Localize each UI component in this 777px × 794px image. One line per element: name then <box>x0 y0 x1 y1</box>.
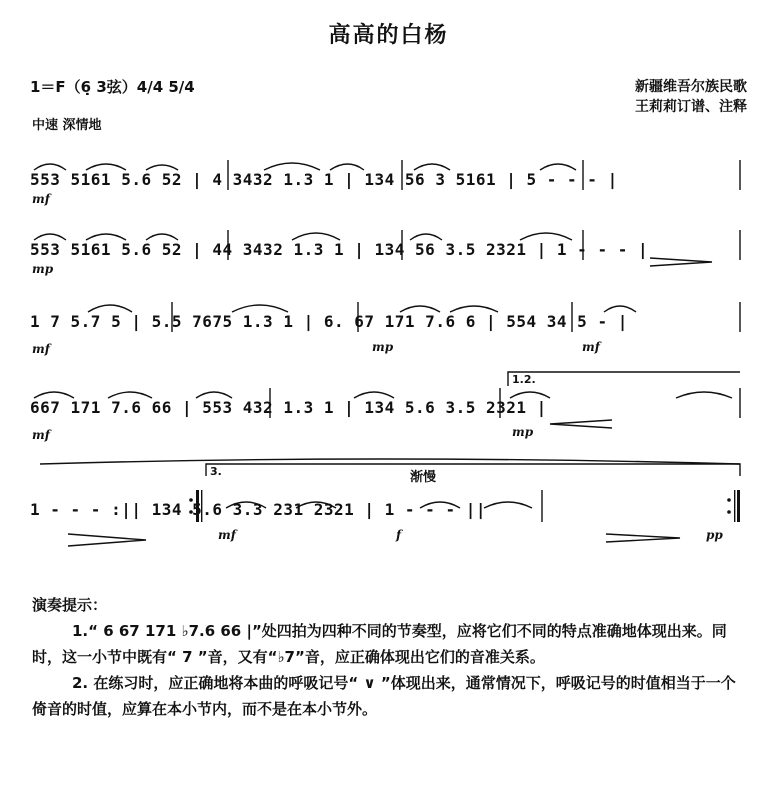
ritardando-marking: 渐慢 <box>410 470 437 485</box>
dynamic-mark: f <box>396 528 402 542</box>
score-line-2: 553 5161 5.6 52 | 44 3432 1.3 1 | 134 56 3.5 2321 | 1 - - - | <box>30 240 649 259</box>
dynamic-mark: mf <box>32 342 50 356</box>
dynamic-mark: mp <box>32 262 54 276</box>
score-line-4: 667 171 7.6 66 | 553 432 1.3 1 | 134 5.6 3.5 2321 | <box>30 398 547 417</box>
dynamic-mark: pp <box>706 528 723 542</box>
tip-1-text: 1.“ 6 67 171 ♭7.6 66 |”处四拍为四种不同的节奏型，应将它们不同的特点准确地体现出来。同时，这一小节中既有“ 7 ”音，又有“♭7”音，应正确体现出它们的音准关系。 <box>32 622 727 666</box>
song-title: 高高的白杨 <box>328 22 449 48</box>
dynamic-mark: mf <box>32 192 50 206</box>
editor-credit: 王莉莉订谱、注释 <box>635 99 747 115</box>
tip-2 <box>32 670 750 722</box>
volta-3: 3. <box>210 465 222 478</box>
score-line-5: 1 - - - :|| 134 5.6 3.3 231 2321 | 1 - - - || <box>30 500 486 519</box>
origin-credit: 新疆维吾尔族民歌 <box>635 79 747 95</box>
dynamic-mark: mf <box>582 340 600 354</box>
tip-2-text: 2. 在练习时，应正确地将本曲的呼吸记号“ ∨ ”体现出来，通常情况下，呼吸记号的时值相当于一个倚音的时值，应算在本小节内，而不是在本小节外。 <box>32 674 736 718</box>
tips-heading: 演奏提示： <box>32 596 108 614</box>
score-line-3: 1 7 5.7 5 | 5.5 7675 1.3 1 | 6. 67 171 7.6 6 | 554 34 5 - | <box>30 312 628 331</box>
tip-1 <box>32 618 750 670</box>
dynamic-mark: mp <box>372 340 394 354</box>
dynamic-mark: mf <box>218 528 236 542</box>
score-line-1: 553 5161 5.6 52 | 4 3432 1.3 1 | 134 56 3 5161 | 5 - - - | <box>30 170 618 189</box>
tempo-marking: 中速 深情地 <box>32 118 102 133</box>
dynamic-mark: mp <box>512 425 534 439</box>
volta-1-2: 1.2. <box>512 373 536 386</box>
dynamic-mark: mf <box>32 428 50 442</box>
key-signature: 1＝F（6̣ 3弦）4/4 5/4 <box>30 78 195 96</box>
